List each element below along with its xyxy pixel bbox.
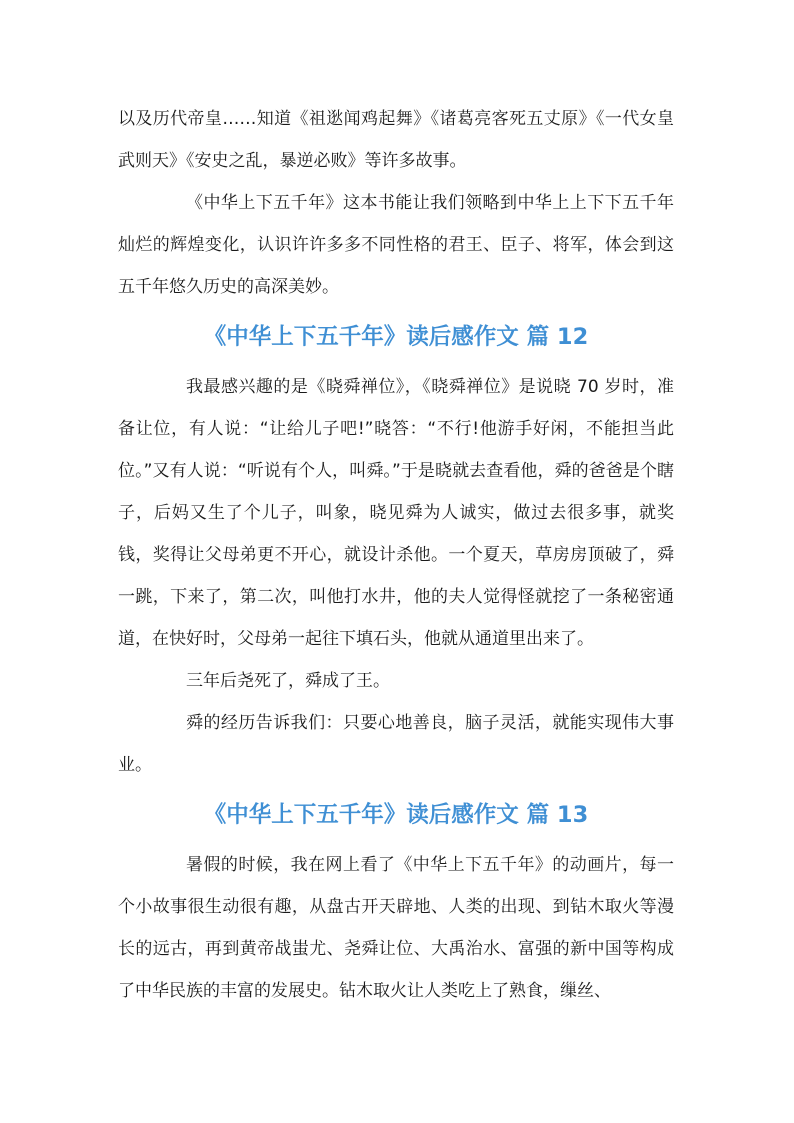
paragraph-summary: 《中华上下五千年》这本书能让我们领略到中华上上下下五千年灿烂的辉煌变化，认识许许多多不同性格的君王、臣子、将军，体会到这五千年悠久历史的高深美妙。 [118, 193, 674, 297]
section-12-paragraph-2: 三年后尧死了，舜成了王。 [186, 671, 390, 691]
document-body [118, 98, 674, 1012]
paragraph-continued: 以及历代帝皇……知道《祖逖闻鸡起舞》《诸葛亮客死五丈原》《一代女皇武则天》《安史之乱，暴逆必败》等许多故事。 [118, 109, 674, 171]
section-12-heading: 《中华上下五千年》读后感作文 篇 12 [203, 324, 589, 350]
section-13-paragraph-1: 暑假的时候，我在网上看了《中华上下五千年》的动画片，每一个小故事很生动很有趣，从盘古开天辟地、人类的出现、到钻木取火等漫长的远古，再到黄帝战蚩尤、尧舜让位、大禹治水、富强的新中国等构成了中华民族的丰富的发展史。钻木取火让人类吃上了熟食，缫丝、 [118, 855, 674, 1001]
section-12-paragraph-3: 舜的经历告诉我们：只要心地善良，脑子灵活，就能实现伟大事业。 [118, 713, 674, 775]
section-13-heading: 《中华上下五千年》读后感作文 篇 13 [203, 802, 589, 828]
section-12-paragraph-1: 我最感兴趣的是《晓舜禅位》，《晓舜禅位》是说晓 70 岁时，准备让位，有人说：“让给儿子吧!”晓答：“不行!他游手好闲，不能担当此位。”又有人说：“听说有个人，叫舜。”于是晓就去查看他，舜的爸爸是个瞎子，后妈又生了个儿子，叫象，晓见舜为人诚实，做过去很多事，就奖钱，奖得让父母弟更不开心，就设计杀他。一个夏天，草房房顶破了，舜一跳，下来了，第二次，叫他打水井，他的夫人觉得怪就挖了一条秘密通道，在快好时，父母弟一起往下填石头，他就从通道里出来了。 [118, 377, 674, 649]
